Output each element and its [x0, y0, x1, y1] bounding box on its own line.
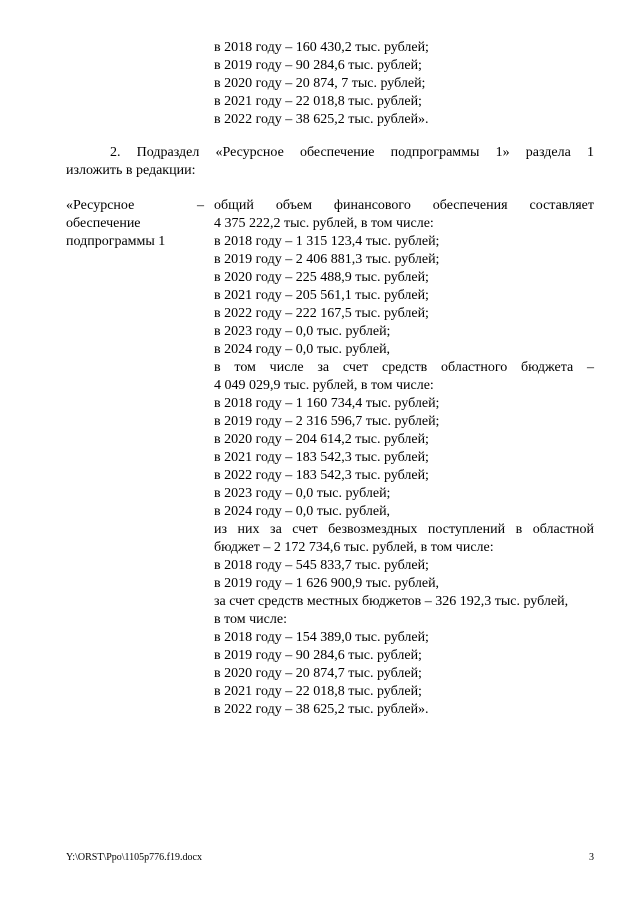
content-line: в том числе за счет средств областного бюджета –: [214, 360, 594, 375]
text-line: в 2019 году – 90 284,6 тыс. рублей;: [214, 58, 422, 73]
text-line: в 2022 году – 38 625,2 тыс. рублей».: [214, 112, 429, 127]
content-line: 4 375 222,2 тыс. рублей, в том числе:: [214, 216, 434, 231]
paragraph-line: изложить в редакции:: [66, 163, 196, 178]
content-line: в 2019 году – 1 626 900,9 тыс. рублей,: [214, 576, 440, 591]
label-line: «Ресурсное: [66, 198, 135, 213]
separator-dash: –: [197, 198, 204, 213]
content-line: в 2021 году – 205 561,1 тыс. рублей;: [214, 288, 429, 303]
footer-file-path: Y:\ORST\Ppo\1105p776.f19.docx: [66, 852, 202, 863]
content-line: в 2019 году – 90 284,6 тыс. рублей;: [214, 648, 422, 663]
content-line: в 2019 году – 2 406 881,3 тыс. рублей;: [214, 252, 440, 267]
text-line: в 2021 году – 22 018,8 тыс. рублей;: [214, 94, 422, 109]
content-line: в 2022 году – 183 542,3 тыс. рублей;: [214, 468, 429, 483]
content-line: в 2018 году – 1 160 734,4 тыс. рублей;: [214, 396, 440, 411]
content-line: в 2021 году – 183 542,3 тыс. рублей;: [214, 450, 429, 465]
content-line: 4 049 029,9 тыс. рублей, в том числе:: [214, 378, 434, 393]
paragraph-line: 2. Подраздел «Ресурсное обеспечение подпрограммы 1» раздела 1: [110, 145, 594, 160]
instruction-paragraph: [66, 144, 594, 180]
page-number: 3: [589, 852, 594, 863]
text-line: в 2020 году – 20 874, 7 тыс. рублей;: [214, 76, 426, 91]
content-line: общий объем финансового обеспечения составляет: [214, 198, 594, 213]
content-line: в 2022 году – 38 625,2 тыс. рублей».: [214, 702, 429, 717]
label-line: подпрограммы 1: [66, 234, 166, 249]
content-line: в 2020 году – 204 614,2 тыс. рублей;: [214, 432, 429, 447]
content-line: за счет средств местных бюджетов – 326 192,3 тыс. рублей,: [214, 594, 569, 609]
content-line: в 2024 году – 0,0 тыс. рублей,: [214, 504, 391, 519]
top-values-block: [214, 39, 429, 129]
content-line: в 2019 году – 2 316 596,7 тыс. рублей;: [214, 414, 440, 429]
content-line: в 2023 году – 0,0 тыс. рублей;: [214, 486, 391, 501]
content-line: в 2024 году – 0,0 тыс. рублей,: [214, 342, 391, 357]
content-line: в 2020 году – 225 488,9 тыс. рублей;: [214, 270, 429, 285]
content-line: в 2021 году – 22 018,8 тыс. рублей;: [214, 684, 422, 699]
content-line: в 2020 году – 20 874,7 тыс. рублей;: [214, 666, 422, 681]
content-line: в том числе:: [214, 612, 287, 627]
resource-label: [66, 197, 196, 251]
content-line: бюджет – 2 172 734,6 тыс. рублей, в том числе:: [214, 540, 494, 555]
label-line: обеспечение: [66, 216, 141, 231]
content-line: в 2018 году – 545 833,7 тыс. рублей;: [214, 558, 429, 573]
resource-content: [214, 197, 594, 719]
text-line: в 2018 году – 160 430,2 тыс. рублей;: [214, 40, 429, 55]
content-line: в 2018 году – 1 315 123,4 тыс. рублей;: [214, 234, 440, 249]
content-line: в 2023 году – 0,0 тыс. рублей;: [214, 324, 391, 339]
content-line: в 2022 году – 222 167,5 тыс. рублей;: [214, 306, 429, 321]
content-line: в 2018 году – 154 389,0 тыс. рублей;: [214, 630, 429, 645]
content-line: из них за счет безвозмездных поступлений в областной: [214, 522, 594, 537]
